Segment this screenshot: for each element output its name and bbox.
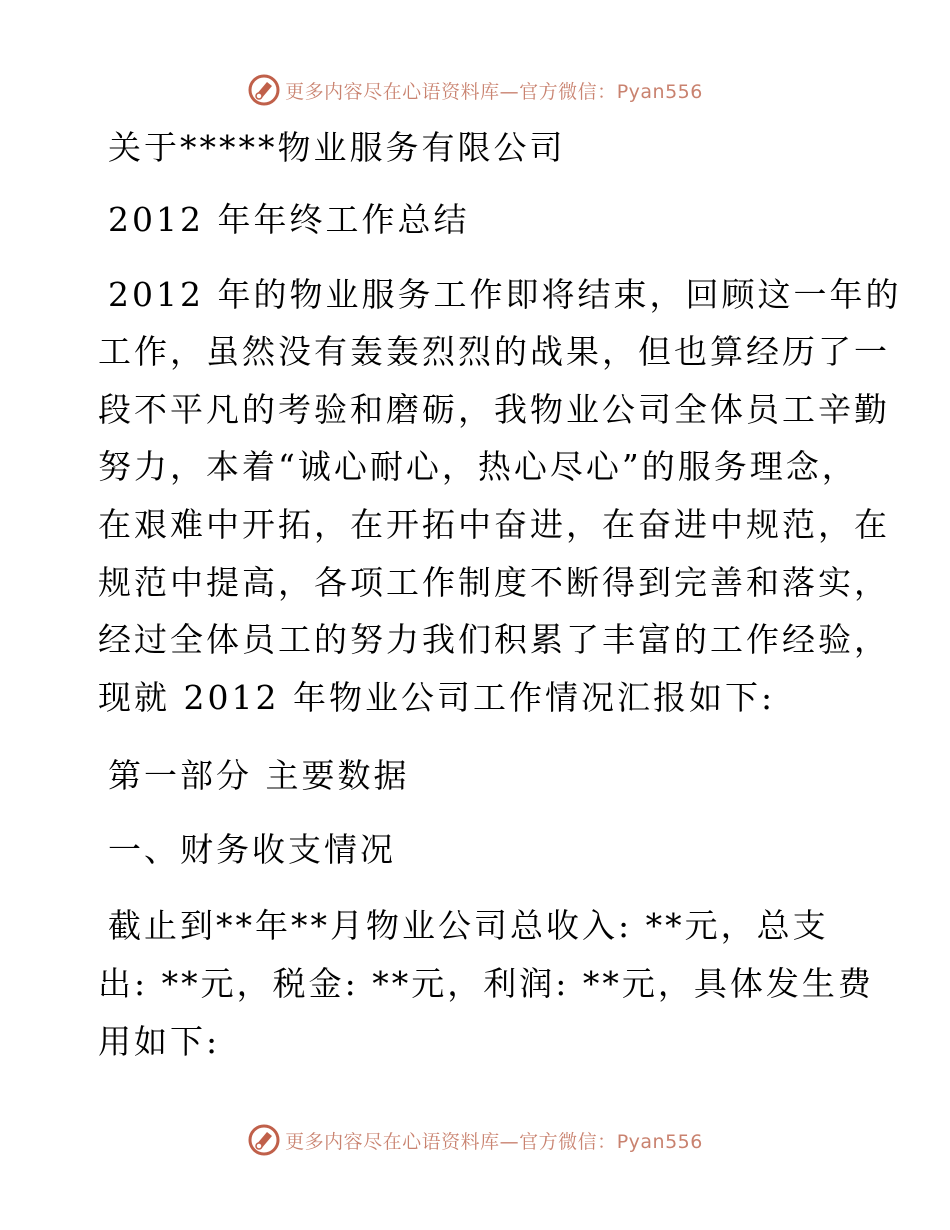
intro-line: 段不平凡的考验和磨砺，我物业公司全体员工辛勤: [98, 390, 890, 429]
finance-line: 出: **元，税金: **元，利润: **元，具体发生费: [98, 964, 874, 1003]
intro-line: 在艰难中开拓，在开拓中奋进，在奋进中规范，在: [98, 505, 890, 544]
intro-line: 努力，本着“诚心耐心，热心尽心”的服务理念，: [98, 447, 858, 486]
intro-line: 经过全体员工的努力我们积累了丰富的工作经验，: [98, 620, 890, 659]
finance-line: 截止到**年**月物业公司总收入: **元，总支: [108, 906, 829, 945]
intro-line: 现就 2012 年物业公司工作情况汇报如下:: [98, 678, 776, 717]
document-title-company: 关于*****物业服务有限公司: [108, 128, 566, 167]
document-title-summary: 2012 年年终工作总结: [108, 200, 470, 239]
section-heading: 一、财务收支情况: [108, 830, 396, 869]
footer-watermark: [0, 1120, 950, 1160]
intro-line: 规范中提高，各项工作制度不断得到完善和落实，: [98, 563, 890, 602]
intro-line: 2012 年的物业服务工作即将结束，回顾这一年的: [108, 275, 902, 314]
header-watermark: [0, 70, 950, 110]
seal-logo-icon: [247, 1123, 281, 1157]
finance-line: 用如下:: [98, 1022, 221, 1061]
part-heading: 第一部分 主要数据: [108, 756, 410, 795]
intro-line: 工作，虽然没有轰轰烈烈的战果，但也算经历了一: [98, 332, 890, 371]
watermark-text: 更多内容尽在心语资料库—官方微信：Pyan556: [285, 80, 703, 103]
seal-logo-icon: [247, 73, 281, 107]
watermark-text: 更多内容尽在心语资料库—官方微信：Pyan556: [285, 1130, 703, 1153]
